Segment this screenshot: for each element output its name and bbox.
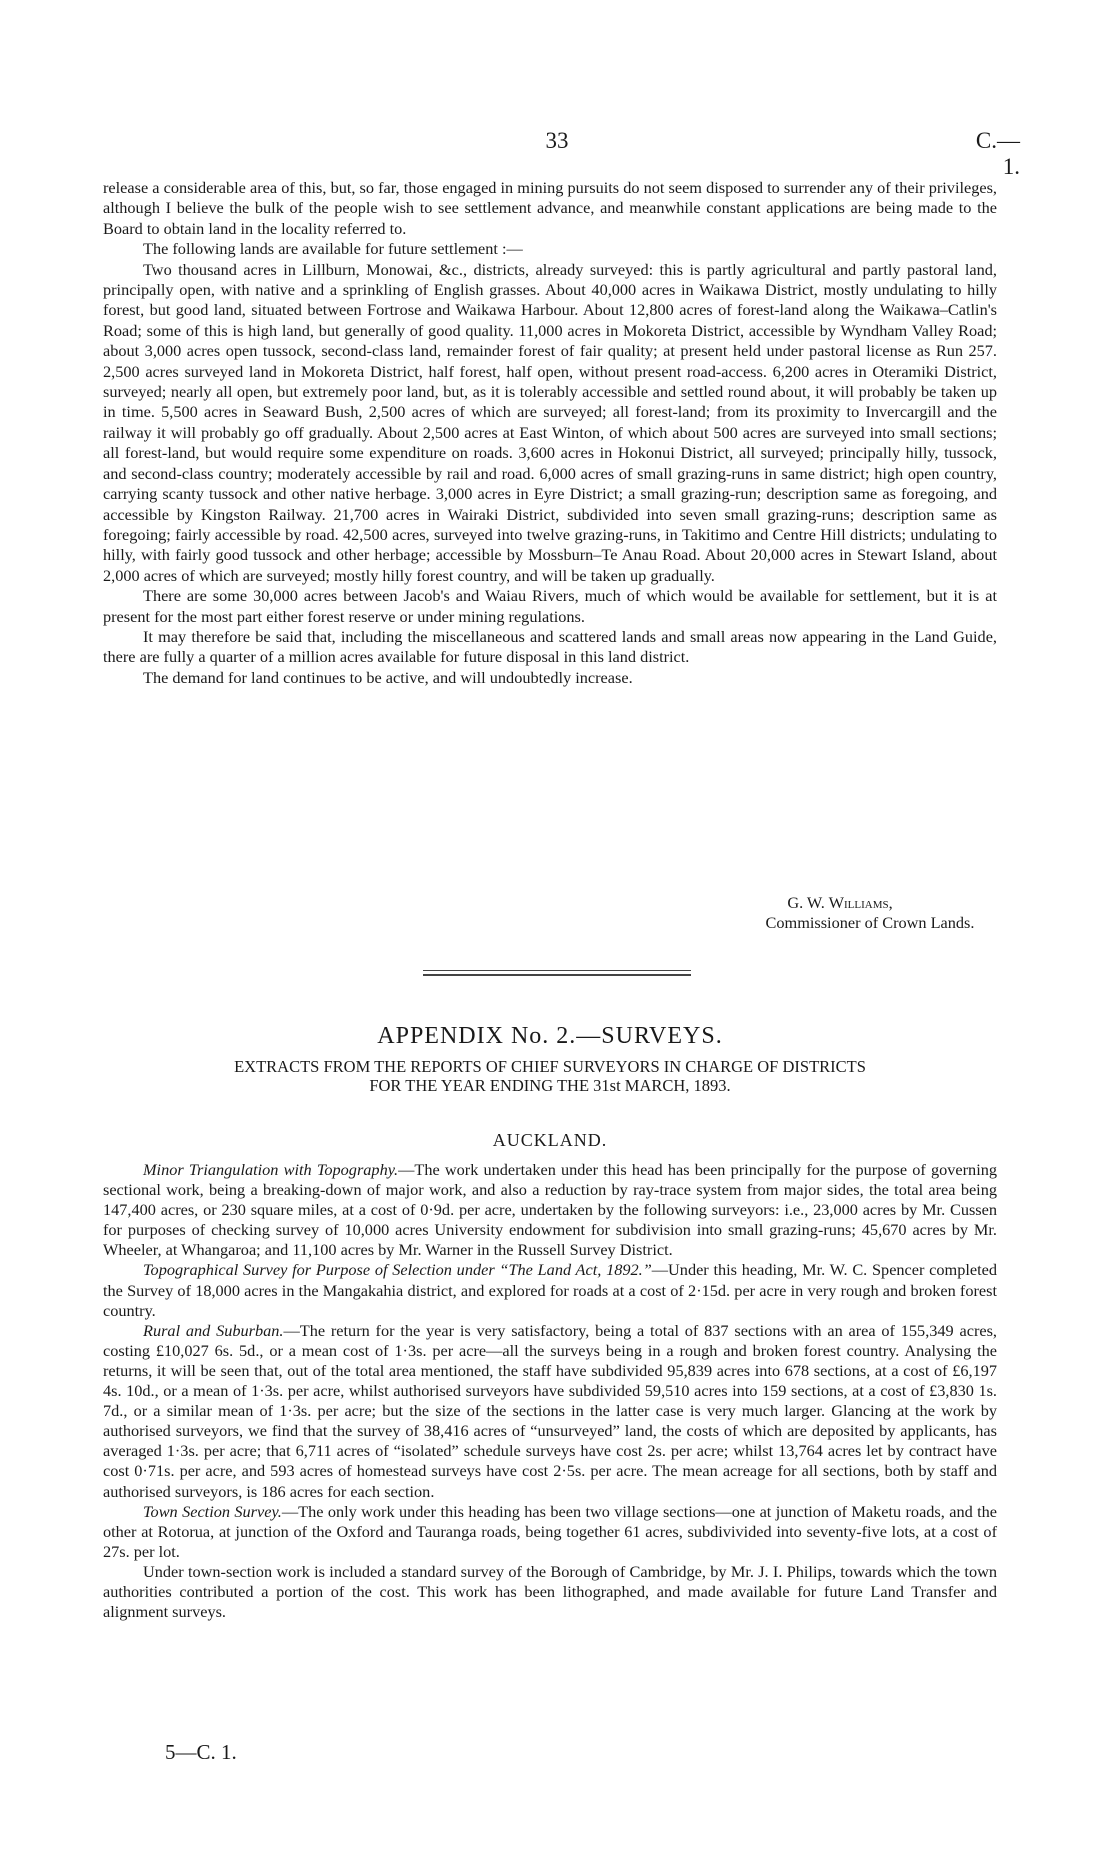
signature-title: Commissioner of Crown Lands. (765, 913, 975, 932)
paragraph (103, 1260, 997, 1320)
auckland-report (103, 1160, 997, 1622)
paragraph-text: —The return for the year is very satisfactory, being a total of 837 sections with an area of 155,349 acres, costing £10,027 6s. 5d., or a mean cost of 1·3s. per acre—all the surveys being in a rough and broken forest country. Analysing the returns, it will be seen that, out of the total area mentioned, the staff have subdivided 95,839 acres into 678 sections, at a cost of £6,197 4s. 10d., or a mean of 1·3s. per acre, whilst authorised surveyors have subdivided 59,510 acres into 159 sections, at a cost of £3,830 1s. 7d., or a similar mean of 1·3s. per acre; but the size of the sections in the latter case is very much larger. Glancing at the work by authorised surveyors, we find that the survey of 38,416 acres of “unsurveyed” land, the costs of which are deposited by applicants, has averaged 1·3s. per acre; that 6,711 acres of “isolated” schedule surveys have cost 2s. per acre; whilst 13,764 acres let by contract have cost 0·71s. per acre, and 593 acres of homestead surveys have cost 2·5s. per acre. The mean acreage for all sections, both by staff and authorised surveyors, is 186 acres for each section. (103, 1320, 997, 1501)
paragraph: There are some 30,000 acres between Jacob's and Waiau Rivers, much of which would be available for settlement, but it is at present for the most part either forest reserve or under mining regulations. (103, 586, 997, 626)
paragraph: It may therefore be said that, including the miscellaneous and scattered lands and small areas now appearing in the Land Guide, there are fully a quarter of a million acres available for future disposal in this land district. (103, 626, 997, 667)
section-heading: Rural and Suburban. (143, 1320, 284, 1340)
paragraph: Under town-section work is included a standard survey of the Borough of Cambridge, by Mr. J. I. Philips, towards which the town authorities contributed a portion of the cost. This work has been lithographed, and made available for future Land Transfer and alignment surveys. (103, 1561, 997, 1622)
appendix-subtitle (103, 1057, 997, 1095)
paragraph (103, 1321, 997, 1502)
subtitle-line: EXTRACTS FROM THE REPORTS OF CHIEF SURVEYORS IN CHARGE OF DISTRICTS (234, 1057, 866, 1076)
subtitle-line: FOR THE YEAR ENDING THE 31st MARCH, 1893. (369, 1076, 731, 1095)
appendix-title: APPENDIX No. 2.—SURVEYS. (377, 1023, 723, 1049)
paragraph-text: —The work undertaken under this head has been principally for the purpose of governing sectional work, being a breaking-down of major work, and also a reduction by ray-trace system from major sides, the total area being 147,400 acres, or 230 square miles, at a cost of 0·9d. per acre, undertaken by the following surveyors: i.e., 23,000 acres by Mr. Cussen for purposes of checking survey of 10,000 acres University endowment for subdivision into small grazing-runs; 45,670 acres by Mr. Wheeler, at Whangaroa; and 11,100 acres by Mr. Warner in the Russell Survey District. (103, 1160, 997, 1260)
sheet-signature: 5—C. 1. (165, 1740, 237, 1764)
continuation-text (103, 178, 997, 688)
section-heading: Town Section Survey. (143, 1501, 282, 1521)
paragraph-text: —Under this heading, Mr. W. C. Spencer completed the Survey of 18,000 acres in the Mangakahia district, and explored for roads at a cost of 2·15d. per acre in very rough and broken forest country. (103, 1260, 997, 1320)
paragraph: Two thousand acres in Lillburn, Monowai, &c., districts, already surveyed: this is partly agricultural and partly pastoral land, principally open, with native and a sprinkling of English grasses. About 40,000 acres in Waikawa District, mostly undulating to hilly forest, but good land, situated between Fortrose and Waikawa Harbour. About 12,800 acres of forest-land along the Waikawa–Catlin's Road; some of this is high land, but generally of good quality. 11,000 acres in Mokoreta District, accessible by Wyndham Valley Road; about 3,000 acres open tussock, second-class land, remainder forest of fair quality; at present held under pastoral license as Run 257. 2,500 acres surveyed land in Mokoreta District, half forest, half open, without present road-access. 6,200 acres in Oteramiki District, surveyed; nearly all open, but extremely poor land, but, as it is tolerably accessible and settled round about, it will probably be taken up in time. 5,500 acres in Seaward Bush, 2,500 acres of which are surveyed; all forest-land; from its proximity to Invercargill and the railway it will probably go off gradually. About 2,500 acres at East Winton, of which about 500 acres are surveyed into small sections; all forest-land, but would require some expenditure on roads. 3,600 acres in Hokonui District, all surveyed; principally hilly, tussock, and second-class country; moderately accessible by rail and road. 6,000 acres of small grazing-runs in same district; high open country, carrying scanty tussock and other native herbage. 3,000 acres in Eyre District; a small grazing-run; description same as foregoing, and accessible by Kingston Railway. 21,700 acres in Wairaki District, subdivided into seven small grazing-runs; description same as foregoing; fairly accessible by road. 42,500 acres, surveyed into twelve grazing-runs, in Takitimo and Centre Hill districts; undulating to hilly, with fairly good tussock and other herbage; accessible by Mossburn–Te Anau Road. About 20,000 acres in Stewart Island, about 2,000 acres of which are surveyed; mostly hilly forest country, and will be taken up gradually. (103, 259, 997, 585)
paragraph (103, 1160, 997, 1260)
paragraph-text: —The only work under this heading has been two village sections—one at junction of Maketu roads, and the other at Rotorua, at junction of the Oxford and Tauranga roads, being together 61 acres, subdivivided into seventy-five lots, at a cost of 27s. per lot. (103, 1501, 998, 1561)
document-reference: C.—1. (975, 128, 1020, 179)
section-heading: Minor Triangulation with Topography. (143, 1160, 399, 1179)
district-heading: AUCKLAND. (492, 1130, 608, 1150)
page-number: 33 (545, 128, 569, 153)
paragraph: release a considerable area of this, but, so far, those engaged in mining pursuits do not seem disposed to surrender any of their privileges, although I believe the bulk of the people wish to see settlement advance, and meanwhile constant applications are being made to the Board to obtain land in the locality referred to. (103, 178, 997, 238)
divider-rule (423, 974, 691, 976)
signature-name: G. W. Williams, (787, 893, 893, 912)
paragraph (103, 1502, 997, 1562)
paragraph: The demand for land continues to be active, and will undoubtedly increase. (143, 667, 633, 687)
section-heading: Topographical Survey for Purpose of Selection under “The Land Act, 1892.” (143, 1260, 652, 1280)
divider-rule (423, 970, 691, 971)
paragraph: The following lands are available for future settlement :— (143, 239, 523, 259)
